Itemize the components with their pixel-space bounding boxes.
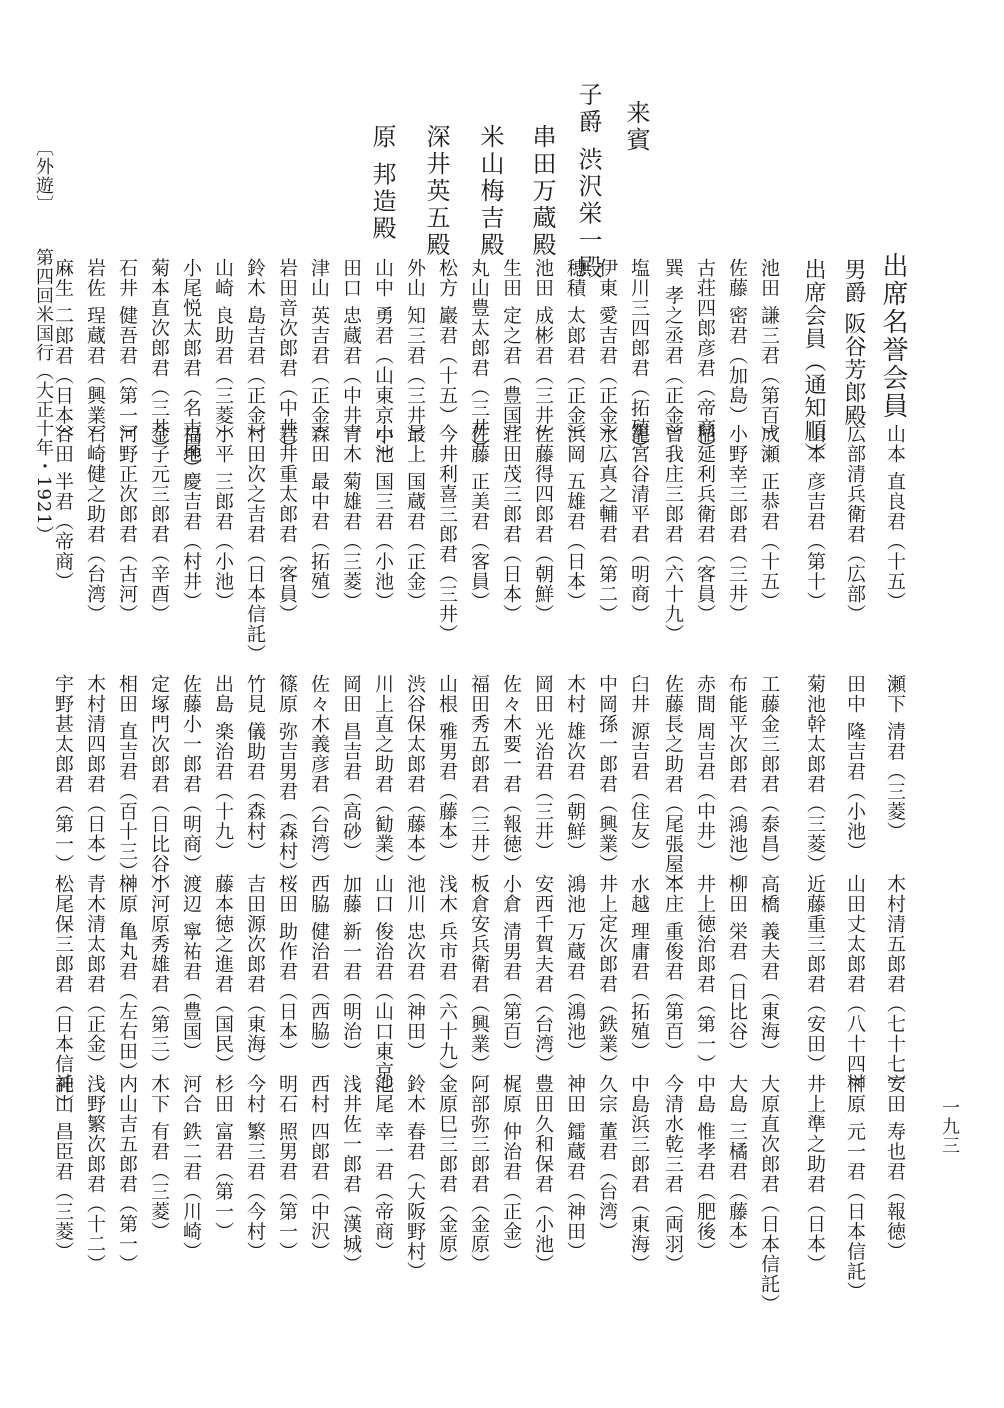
- list-item: 池田 成彬君（三井）: [532, 258, 554, 446]
- list-item: 宇野甚太郎君（第一）: [52, 674, 74, 874]
- list-item: 安西千賀夫君（台湾）: [532, 874, 554, 1074]
- list-item: 井上定次郎君（鉄業）: [596, 874, 618, 1074]
- list-item: 丸山豊太郎君（三井）: [468, 258, 490, 458]
- list-item: 河野正次郎君（古河）: [116, 424, 138, 624]
- list-item: 藤本徳之進君（国民）: [212, 874, 234, 1074]
- list-item: 池尾 幸一君（帝商）: [372, 1074, 394, 1262]
- list-item: 山本 彦吉君（第十）: [804, 424, 826, 612]
- list-item: 小河原秀雄君（第三）: [148, 874, 170, 1074]
- list-item: 小平 三郎君（小池）: [212, 424, 234, 612]
- list-item: 岡田 昌吉君（高砂）: [340, 674, 362, 862]
- list-item: 木下 有君（三菱）: [148, 1074, 170, 1242]
- list-item: 小野幸三郎君（三井）: [726, 424, 748, 624]
- list-item: 古荘四郎彦君（帝商）: [694, 258, 716, 458]
- list-item: 福田秀五郎君（三井）: [468, 674, 490, 874]
- list-item: 桜田 助作君（日本）: [276, 874, 298, 1062]
- list-item: 相田 直吉君（百十三）: [116, 674, 138, 882]
- guest-name: 子爵 渋沢栄一殿: [574, 82, 602, 282]
- list-item: 佐藤小一郎君（明商）: [180, 674, 202, 874]
- list-item: 巽 孝之丞君（正金）: [662, 258, 684, 446]
- list-item: 浅木 兵市君（六十九）: [436, 874, 458, 1082]
- list-item: 広部清兵衛君（広部）: [844, 424, 866, 624]
- list-item: 山本 直良君（十五）: [884, 424, 906, 612]
- page-title: 出席名誉会員: [878, 252, 908, 420]
- list-item: 岡田 光治君（三井）: [532, 674, 554, 862]
- list-item: 山根 雅男君（藤本）: [436, 674, 458, 862]
- list-item: 津山 英吉君（正金）: [308, 258, 330, 446]
- list-item: 森田 最中君（拓殖）: [308, 424, 330, 612]
- list-item: 菊本直次郎君（三井）: [148, 258, 170, 458]
- list-item: 本庄 重俊君（第百）: [662, 874, 684, 1062]
- list-item: 村田次之吉君（日本信託）: [244, 424, 266, 664]
- list-item: 鴻池 万蔵君（鴻池）: [564, 874, 586, 1062]
- list-item: 外山 知三君（三井）: [404, 258, 426, 446]
- list-item: 菊池幹太郎君（三菱）: [804, 674, 826, 874]
- list-item: 神田 鐳蔵君（神田）: [564, 1074, 586, 1262]
- list-item: 穂積 太郎君（正金）: [564, 258, 586, 446]
- guests-heading: 来賓: [622, 100, 650, 154]
- list-item: 谷田 半君（帝商）: [52, 424, 74, 592]
- list-item: 安田 寿也君（報徳）: [884, 1074, 906, 1262]
- list-item: 渋谷保太郎君（藤本）: [404, 674, 426, 874]
- guest-name: 原 邦造殿: [368, 124, 396, 243]
- list-item: 水越 理庸君（拓殖）: [628, 874, 650, 1062]
- list-item: 明石 照男君（第一）: [276, 1074, 298, 1262]
- list-item: 石井 健吾君（第一）: [116, 258, 138, 446]
- list-item: 中岡孫一郎君（興業）: [596, 674, 618, 874]
- list-item: 松方 巖君（十五）: [436, 258, 458, 426]
- list-item: 松尾保三郎君（日本信託）: [52, 874, 74, 1114]
- list-item: 渡辺 寧祐君（豊国）: [180, 874, 202, 1062]
- list-item: 高橋 義夫君（東海）: [758, 874, 780, 1062]
- guest-name: 米山梅吉殿: [476, 124, 504, 259]
- list-item: 川上直之助君（勧業）: [372, 674, 394, 874]
- list-item: 佐々木義彦君（台湾）: [308, 674, 330, 874]
- list-item: 木村 雄次君（朝鮮）: [564, 674, 586, 862]
- list-item: 籠宮谷清平君（明商）: [628, 424, 650, 624]
- list-item: 岩井重太郎君（客員）: [276, 424, 298, 624]
- list-item: 吉田源次郎君（東海）: [244, 874, 266, 1074]
- list-item: 臼井 源吉君（住友）: [628, 674, 650, 862]
- list-item: 榊原 元一君（日本信託）: [844, 1074, 866, 1302]
- list-item: 浅野繁次郎君（十二）: [84, 1074, 106, 1274]
- list-item: 金原巳三郎君（金原）: [436, 1074, 458, 1274]
- list-item: 今清水乾三君（両羽）: [662, 1074, 684, 1274]
- list-item: 浜岡 五雄君（日本）: [564, 424, 586, 612]
- list-item: 山田丈太郎君（八十四）: [844, 874, 866, 1094]
- list-item: 伊東 愛吉君（正金）: [596, 258, 618, 446]
- list-item: 麻生 二郎君（日本）: [52, 258, 74, 446]
- list-item: 出島 楽治君（十九）: [212, 674, 234, 862]
- list-item: 池田 謙三君（第百）: [758, 258, 780, 446]
- list-item: 柳田 栄君（日比谷）: [726, 874, 748, 1062]
- list-item: 青木 菊雄君（三菱）: [340, 424, 362, 612]
- list-item: 内山吉五郎君（第一）: [116, 1074, 138, 1274]
- list-item: 大島 三橘君（藤本）: [726, 1074, 748, 1262]
- list-item: 大原直次郎君（日本信託）: [758, 1074, 780, 1314]
- list-item: 福地 慶吉君（村井）: [180, 424, 202, 612]
- list-item: 荘田茂三郎君（日本）: [500, 424, 522, 624]
- honorary-member: 男爵 阪谷芳郎殿: [841, 258, 866, 427]
- list-item: 塩川三四郎君（拓殖）: [628, 258, 650, 458]
- list-item: 山口 俊治君（山口東京）: [372, 874, 394, 1102]
- list-item: 佐藤長之助君（尾張屋）: [662, 674, 684, 894]
- list-item: 生田 定之君（豊国）: [500, 258, 522, 446]
- list-item: 布能平次郎君（鴻池）: [726, 674, 748, 874]
- list-item: 小池 国三君（小池）: [372, 424, 394, 612]
- list-item: 岩田音次郎君（中井）: [276, 258, 298, 458]
- list-item: 鈴木 春君（大阪野村）: [404, 1074, 426, 1282]
- list-item: 今村 繁三君（今村）: [244, 1074, 266, 1262]
- list-item: 池川 忠次君（神田）: [404, 874, 426, 1062]
- list-item: 山中 勇君（山東京中）: [372, 258, 394, 466]
- list-item: 定塚門次郎君（日比谷）: [148, 674, 170, 894]
- list-item: 竹見 儀助君（森村）: [244, 674, 266, 862]
- list-item: 石崎健之助君（台湾）: [84, 424, 106, 624]
- list-item: 瀬下 清君（三菱）: [884, 674, 906, 842]
- page-number: 一九三: [939, 1098, 960, 1155]
- list-item: 西村 四郎君（中沢）: [308, 1074, 330, 1262]
- list-item: 梶原 仲治君（正金）: [500, 1074, 522, 1262]
- list-item: 岩佐 珵蔵君（興業）: [84, 258, 106, 446]
- list-item: 篠原 弥吉男君（森村）: [276, 674, 298, 882]
- list-item: 河合 鉄二君（川崎）: [180, 1074, 202, 1262]
- list-item: 中島 惟孝君（肥後）: [694, 1074, 716, 1262]
- list-item: 中島浜三郎君（東海）: [628, 1074, 650, 1274]
- list-item: 佐藤 密君（加島）: [726, 258, 748, 426]
- list-item: 今井利喜三郎君（三井）: [436, 424, 458, 644]
- list-item: 西脇 健治君（西脇）: [308, 874, 330, 1062]
- list-item: 山崎 良助君（三菱）: [212, 258, 234, 446]
- list-item: 永広真之輔君（第二）: [596, 424, 618, 624]
- list-item: 杉田 富君（第一）: [212, 1074, 234, 1242]
- list-item: 井上徳治郎君（第一）: [694, 874, 716, 1074]
- list-item: 神山 昌臣君（三菱）: [52, 1074, 74, 1262]
- list-item: 佐藤得四郎君（朝鮮）: [532, 424, 554, 624]
- side-title: 第四回米国行（大正十年・1921）: [33, 248, 54, 545]
- list-item: 工藤金三郎君（泰昌）: [758, 674, 780, 874]
- list-item: 久宗 董君（台湾）: [596, 1074, 618, 1242]
- list-item: 赤間 周吉君（中井）: [694, 674, 716, 862]
- members-heading: 出席会員（通知順）: [801, 258, 826, 465]
- list-item: 最上 国蔵君（正金）: [404, 424, 426, 612]
- list-item: 佐藤 正美君（客員）: [468, 424, 490, 612]
- list-item: 田中 隆吉君（小池）: [844, 674, 866, 862]
- list-item: 浅井佐一郎君（漢城）: [340, 1074, 362, 1274]
- list-item: 近藤重三郎君（安田）: [804, 874, 826, 1074]
- list-item: 佐々木要一君（報徳）: [500, 674, 522, 874]
- list-item: 成瀬 正恭君（十五）: [758, 424, 780, 612]
- list-item: 木村清四郎君（日本）: [84, 674, 106, 874]
- list-item: 豊田久和保君（小池）: [532, 1074, 554, 1274]
- list-item: 阿部弥三郎君（金原）: [468, 1074, 490, 1274]
- list-item: 榊原 亀丸君（左右田）: [116, 874, 138, 1082]
- list-item: 金子元三郎君（辛酉）: [148, 424, 170, 624]
- list-item: 小倉 清男君（第百）: [500, 874, 522, 1062]
- list-item: 木村清五郎君（七十七）: [884, 874, 906, 1094]
- list-item: 小尾悦太郎君（名古屋）: [180, 258, 202, 478]
- list-item: 井上準之助君（日本）: [804, 1074, 826, 1274]
- list-item: 曾我庄三郎君（六十九）: [662, 424, 684, 644]
- list-item: 板倉安兵衛君（興業）: [468, 874, 490, 1074]
- guest-name: 深井英五殿: [422, 124, 450, 259]
- list-item: 青木清太郎君（正金）: [84, 874, 106, 1074]
- guest-name: 串田万蔵殿: [528, 124, 556, 259]
- list-item: 鈴木 島吉君（正金）: [244, 258, 266, 446]
- list-item: 田口 忠蔵君（中井）: [340, 258, 362, 446]
- list-item: 加藤 新一君（明治）: [340, 874, 362, 1062]
- list-item: 稲延利兵衛君（客員）: [694, 424, 716, 624]
- side-section-label: 〔外遊〕: [33, 138, 54, 214]
